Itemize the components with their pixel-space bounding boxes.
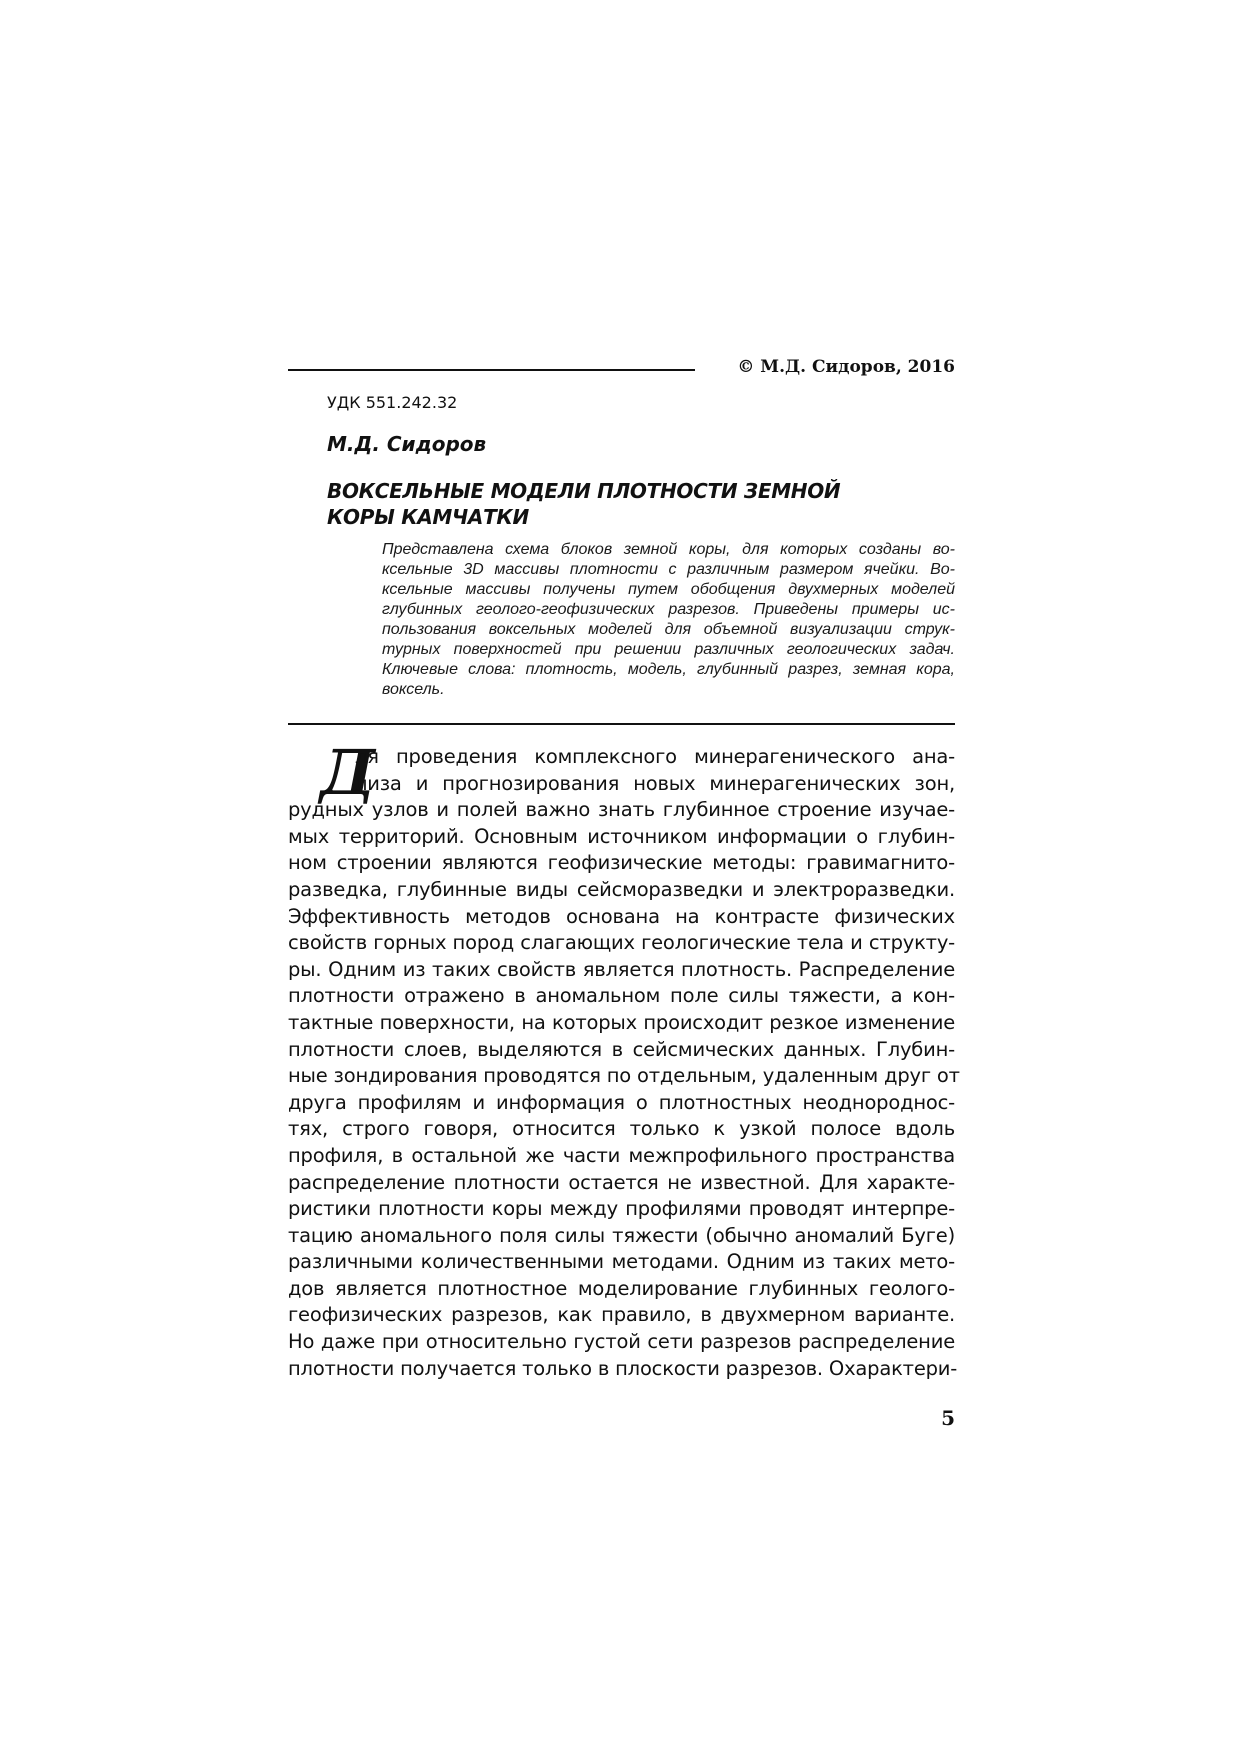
body-line: друга профилям и информация о плотностных неоднороднос- (288, 1090, 955, 1114)
body-line: Эффективность методов основана на контрасте физических (288, 904, 955, 928)
body-line: ристики плотности коры между профилями проводят интерпре- (288, 1197, 955, 1221)
abstract-line: ксельные 3D массивы плотности с различным размером ячейки. Во- (382, 561, 955, 578)
body-line: плотности слоев, выделяются в сейсмических данных. Глубин- (288, 1037, 955, 1061)
drop-cap: Д (320, 736, 376, 809)
body-line: свойств горных пород слагающих геологические тела и структу- (288, 931, 955, 955)
abstract-line: турных поверхностей при решении различных геологических задач. (382, 641, 955, 658)
keywords-line: Ключевые слова: плотность, модель, глубинный разрез, земная кора, (382, 661, 955, 678)
body-line: тях, строго говоря, относится только к узкой полосе вдоль (288, 1117, 955, 1141)
keywords-line: воксель. (382, 681, 445, 698)
body-line: ном строении являются геофизические методы: гравимагнито- (288, 851, 955, 875)
body-line: ля проведения комплексного минерагенического ана- (355, 745, 955, 768)
body-line: Но даже при относительно густой сети разрезов распределение (288, 1330, 955, 1354)
body-line: дов является плотностное моделирование глубинных геолого- (288, 1276, 955, 1300)
body-line: профиля, в остальной же части межпрофильного пространства (288, 1143, 955, 1167)
copyright-notice: © М.Д. Сидоров, 2016 (737, 357, 955, 377)
author-name: М.Д. Сидоров (327, 432, 487, 456)
body-line: ры. Одним из таких свойств является плотность. Распределение (288, 957, 955, 981)
section-divider (288, 723, 955, 725)
body-line: плотности получается только в плоскости разрезов. Охарактери- (288, 1356, 958, 1380)
abstract-line: глубинных геолого-геофизических разрезов. Приведены примеры ис- (382, 601, 955, 618)
body-line: лиза и прогнозирования новых минерагенических зон, (355, 771, 955, 795)
header-rule (288, 369, 695, 371)
body-line: различными количественными методами. Одним из таких мето- (288, 1250, 955, 1274)
body-line: рудных узлов и полей важно знать глубинное строение изучае- (288, 798, 955, 822)
title-line: ВОКСЕЛЬНЫЕ МОДЕЛИ ПЛОТНОСТИ ЗЕМНОЙ (327, 479, 841, 503)
title-line: КОРЫ КАМЧАТКИ (327, 505, 529, 529)
abstract-line: Представлена схема блоков земной коры, для которых созданы во- (382, 541, 955, 558)
page-number: 5 (941, 1406, 955, 1430)
body-text (288, 736, 960, 1382)
body-line: разведка, глубинные виды сейсморазведки и электроразведки. (288, 877, 955, 901)
udk-code: УДК 551.242.32 (327, 393, 458, 412)
body-line: тацию аномального поля силы тяжести (обычно аномалий Буге) (288, 1223, 955, 1247)
body-line: мых территорий. Основным источником информации о глубин- (288, 824, 955, 848)
abstract (382, 540, 955, 700)
article-title (327, 478, 927, 530)
body-line: геофизических разрезов, как правило, в двухмерном варианте. (288, 1303, 955, 1327)
body-line: плотности отражено в аномальном поле силы тяжести, а кон- (288, 984, 955, 1008)
body-line: распределение плотности остается не известной. Для характе- (288, 1170, 955, 1194)
abstract-line: пользования воксельных моделей для объемной визуализации струк- (382, 621, 955, 638)
abstract-line: ксельные массивы получены путем обобщения двухмерных моделей (382, 581, 955, 598)
body-line: ные зондирования проводятся по отдельным, удаленным друг от (288, 1064, 960, 1088)
body-line: тактные поверхности, на которых происходит резкое изменение (288, 1010, 955, 1034)
